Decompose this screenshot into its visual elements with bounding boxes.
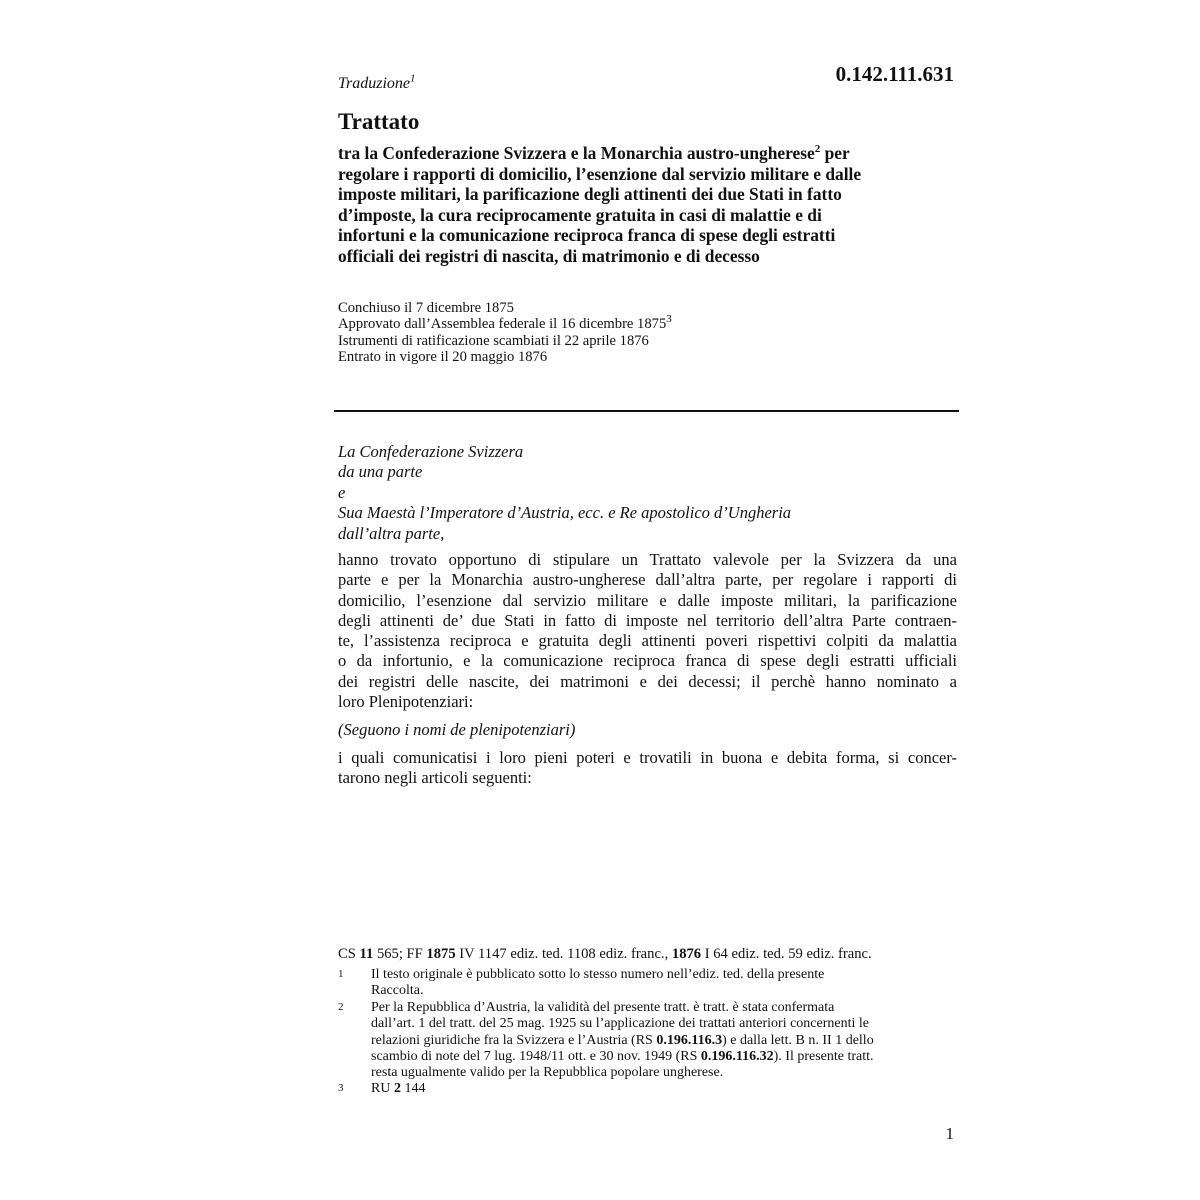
party-line: e: [338, 482, 346, 502]
party-line: Sua Maestà l’Imperatore d’Austria, ecc. e Re apostolico d’Ungheria: [338, 503, 792, 523]
text-line: hanno trovato opportuno di stipulare un Trattato valevole per la Svizzera da una: [338, 550, 957, 569]
text-line: parte e per la Monarchia austro-ungherese dall’altra parte, per regolare i rapporti di: [338, 570, 957, 590]
text-line: domicilio, l’esenzione dal servizio militare e dalle imposte militari, la parificazione: [338, 590, 957, 610]
text-line: i quali comunicatisi i loro pieni poteri e trovatili in buona e debita forma, si concer-: [338, 748, 957, 767]
subtitle-line: officiali dei registri di nascita, di matrimonio e di decesso: [338, 245, 760, 266]
text-line: degli attinenti de’ due Stati in fatto di imposte nel territorio dell’altra Parte contraen-: [338, 610, 957, 630]
text-line: tarono negli articoli seguenti:: [338, 768, 532, 788]
page-number: 1: [945, 1124, 954, 1143]
date-concluded: Conchiuso il 7 dicembre 1875: [338, 300, 514, 316]
section-divider: [334, 410, 959, 412]
footnote-text: Per la Repubblica d’Austria, la validità del presente tratt. è tratt. è stata confermata dall’art. 1 del tratt. del 25 mag. 1925 su l’applicazione dei trattati anteriori concernenti le relazioni giuridiche fra la Svizzera e l’Austria (RS 0.196.116.3) e dalla lett. B n. II 1 dello scambio di note del 7 lug. 1948/11 ott. e 30 nov. 1949 (RS 0.196.116.32). Il presente tratt. resta ugualmente valido per la Repubblica popolare ungherese.: [371, 1000, 874, 1081]
party-line: dall’altra parte,: [338, 523, 445, 543]
translation-text: Traduzione: [338, 75, 411, 92]
plenipotentiaries-note: (Seguono i nomi de plenipotenziari): [338, 720, 576, 739]
subtitle-line: d’imposte, la cura reciprocamente gratuita in casi di malattie e di: [338, 204, 822, 225]
party-line: La Confederazione Svizzera: [338, 442, 524, 461]
document-title: Trattato: [338, 109, 420, 134]
document-subtitle: [338, 143, 963, 267]
footnote-text: RU 2 144: [371, 1081, 426, 1096]
rs-link[interactable]: 0.196.116.3: [656, 1032, 723, 1048]
contracting-parties: [338, 442, 791, 544]
text-line: dei registri delle nascite, dei matrimoni e dei decessi; il perchè hanno nominato a: [338, 671, 957, 691]
treaty-dates: [338, 300, 672, 365]
rs-link[interactable]: 0.196.116.32: [700, 1048, 774, 1064]
footnote-ref-1[interactable]: 1: [410, 72, 416, 85]
subtitle-line: tra la Confederazione Svizzera e la Monarchia austro-ungherese$^2$ per: [338, 143, 850, 163]
date-ratification: Istrumenti di ratificazione scambiati il 22 aprile 1876: [338, 332, 649, 349]
party-line: da una parte: [338, 462, 423, 482]
text-line: o da infortunio, e la comunicazione reciproca franca di spese degli estratti ufficiali: [338, 651, 957, 671]
footnote-ref-2[interactable]: 2: [814, 143, 821, 156]
footnote-number: 3: [338, 1082, 344, 1094]
subtitle-line: imposte militari, la parificazione degli attinenti dei due Stati in fatto: [338, 184, 842, 205]
date-approved: Approvato dall’Assemblea federale il 16 dicembre 1875$^3$: [338, 313, 672, 333]
subtitle-line: regolare i rapporti di domicilio, l’esenzione dal servizio militare e dalle: [338, 163, 862, 184]
text-line: te, l’assistenza reciproca e gratuita degli attinenti poveri rispettivi colpiti da malattia: [338, 631, 957, 651]
preamble-paragraph: [338, 550, 957, 712]
preamble-closing-paragraph: [338, 748, 957, 789]
footnote-number: 2: [338, 1001, 344, 1013]
source-reference: CS 11 565; FF 1875 IV 1147 ediz. ted. 1108 ediz. franc., 1876 I 64 ediz. ted. 59 ediz. franc.: [338, 946, 872, 962]
sr-number: 0.142.111.631: [835, 62, 954, 86]
date-in-force: Entrato in vigore il 20 maggio 1876: [338, 348, 548, 365]
translation-label: [338, 72, 416, 93]
text-line: loro Plenipotenziari:: [338, 692, 474, 712]
footnote-ref-3[interactable]: 3: [666, 313, 672, 326]
subtitle-line: infortuni e la comunicazione reciproca franca di spese degli estratti: [338, 225, 836, 246]
footnote-number: 1: [338, 968, 344, 980]
footnote-text: Il testo originale è pubblicato sotto lo stesso numero nell’ediz. ted. della presente Raccolta.: [371, 967, 825, 999]
